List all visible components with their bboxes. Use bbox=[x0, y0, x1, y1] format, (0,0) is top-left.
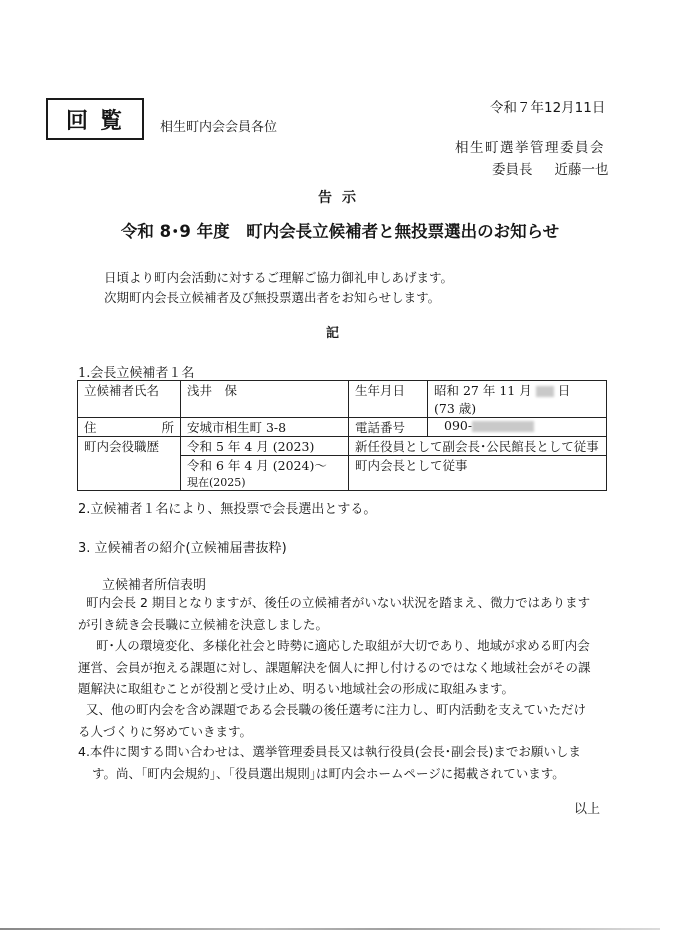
issuer-title: 委員長 bbox=[492, 162, 533, 178]
circulation-stamp bbox=[46, 98, 144, 140]
statement-paragraph-3: 又、他の町内会を含め課題である会長職の後任選考に注力し、町内活動を支えていただける人づくりに努めていきます。 bbox=[78, 702, 587, 739]
name-value: 浅井 保 bbox=[181, 381, 349, 418]
phone-value-prefix: 090- bbox=[444, 418, 473, 433]
birth-value-prefix: 昭和 27 年 11 月 bbox=[434, 383, 532, 398]
redacted-day bbox=[536, 386, 554, 397]
career-period bbox=[181, 456, 349, 491]
section-2: 2.立候補者１名により、無投票で会長選出とする。 bbox=[78, 502, 377, 517]
ki-marker: 記 bbox=[326, 326, 340, 341]
closing-mark: 以上 bbox=[574, 802, 601, 817]
section-1-heading: 1.会長立候補者１名 bbox=[78, 366, 195, 381]
name-label: 立候補者氏名 bbox=[78, 381, 181, 418]
statement-subheading: 立候補者所信表明 bbox=[102, 578, 207, 593]
addressee: 相生町内会会員各位 bbox=[160, 120, 278, 135]
phone-label: 電話番号 bbox=[349, 418, 428, 437]
notice-heading: 告示 bbox=[318, 190, 366, 206]
scan-edge-divider bbox=[0, 928, 660, 930]
address-label: 住 所 bbox=[78, 418, 181, 437]
career-period-start: 令和 6 年 4 月 (2024)～ bbox=[187, 458, 327, 473]
section-3-heading: 3. 立候補者の紹介(立候補届書抜粋) bbox=[78, 541, 287, 556]
intro-line-1: 日頃より町内会活動に対するご理解ご協力御礼申しあげます。 bbox=[104, 270, 454, 285]
birth-value-suffix: 日 (73 歳) bbox=[434, 383, 583, 416]
issuer-name: 近藤一也 bbox=[554, 162, 609, 178]
issue-date: 令和７年12月11日 bbox=[490, 100, 606, 116]
phone-value bbox=[428, 418, 607, 437]
intro-line-2: 次期町内会長立候補者及び無投票選出者をお知らせします。 bbox=[104, 290, 441, 305]
document-title: 令和 8･9 年度 町内会長立候補者と無投票選出のお知らせ bbox=[120, 222, 560, 241]
address-value: 安城市相生町 3-8 bbox=[181, 418, 349, 437]
table-row bbox=[78, 381, 607, 418]
table-row bbox=[78, 437, 607, 456]
issuer-signature bbox=[492, 158, 609, 178]
birth-value bbox=[428, 381, 607, 418]
birth-label: 生年月日 bbox=[349, 381, 428, 418]
statement-paragraph-1: 町内会長 2 期目となりますが、後任の立候補者がいない状況を踏まえ、微力ではありますが引き続き会長職に立候補を決意しました。 bbox=[78, 595, 591, 632]
career-period-end: 現在(2025) bbox=[187, 476, 246, 489]
career-role: 新任役員として副会長･公民館長として従事 bbox=[349, 437, 607, 456]
candidate-table bbox=[77, 380, 607, 491]
statement-paragraph-2: 町･人の環境変化、多様化社会と時勢に適応した取組が大切であり、地域が求める町内会運営、会員が抱える課題に対し、課題解決を個人に押し付けるのではなく地域社会がその課題解決に取組むことが役割と受け止め、明るい地域社会の形成に取組みます。 bbox=[78, 638, 591, 696]
issuer-organization: 相生町選挙管理委員会 bbox=[455, 140, 605, 156]
circulation-label: 回覧 bbox=[65, 108, 134, 134]
career-period: 令和 5 年 4 月 (2023) bbox=[181, 437, 349, 456]
table-row bbox=[78, 418, 607, 437]
redacted-phone bbox=[472, 421, 534, 432]
career-label: 町内会役職歴 bbox=[78, 437, 181, 491]
career-role: 町内会長として従事 bbox=[349, 456, 607, 491]
section-4: 4.本件に関する問い合わせは、選挙管理委員長又は執行役員(会長･副会長)までお願いします。尚、｢町内会規約｣、｢役員選出規則｣は町内会ホームページに掲載されています。 bbox=[78, 744, 581, 781]
